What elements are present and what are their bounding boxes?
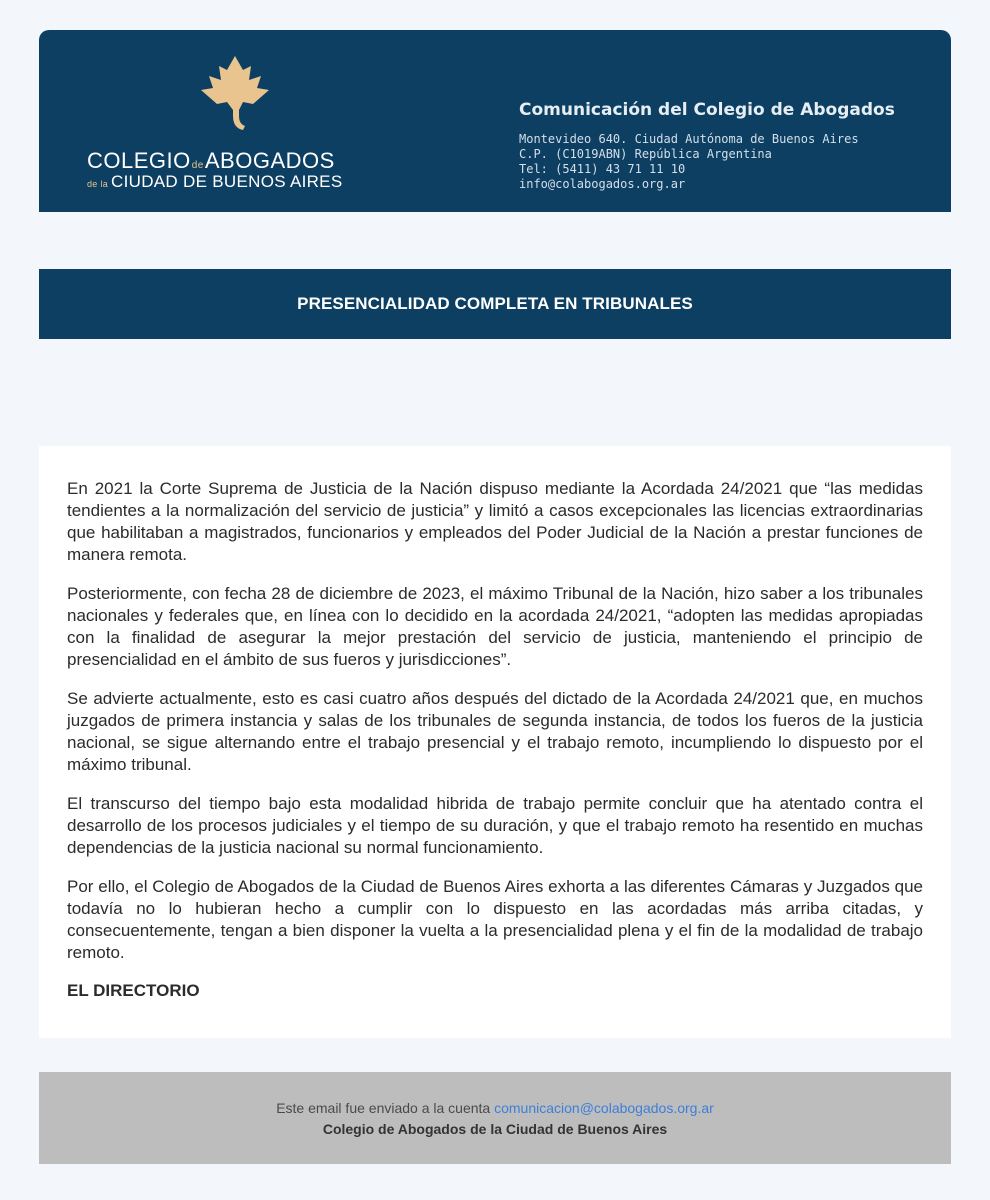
logo-text-line2: de la CIUDAD DE BUENOS AIRES xyxy=(87,172,343,191)
contact-postal: C.P. (C1019ABN) República Argentina xyxy=(519,147,772,161)
email-header xyxy=(39,30,951,212)
colegio-logo xyxy=(87,54,387,194)
contact-block xyxy=(519,100,895,192)
contact-phone: Tel: (5411) 43 71 11 10 xyxy=(519,162,686,176)
message-body xyxy=(39,446,951,1038)
body-paragraph: Se advierte actualmente, esto es casi cuatro años después del dictado de la Acordada 24/2021 que, en muchos juzgados de primera instancia y salas de los tribunales de segunda instancia, de todos los fueros de la justicia nacional, se sigue alternando entre el trabajo presencial y el trabajo remoto, incumpliendo lo dispuesto por el máximo tribunal. xyxy=(67,689,923,774)
footer-sent-text: Este email fue enviado a la cuenta xyxy=(276,1100,491,1116)
contact-email[interactable]: info@colabogados.org.ar xyxy=(519,177,686,191)
email-footer xyxy=(39,1072,951,1164)
page-title: PRESENCIALIDAD COMPLETA EN TRIBUNALES xyxy=(297,294,693,313)
title-banner xyxy=(39,269,951,339)
contact-address: Montevideo 640. Ciudad Autónoma de Buenos Aires xyxy=(519,132,859,146)
body-paragraph: Posteriormente, con fecha 28 de diciembre de 2023, el máximo Tribunal de la Nación, hizo saber a los tribunales nacionales y federales que, en línea con lo decidido en la acordada 24/2021, “adopten las medidas apropiadas con la finalidad de asegurar la mejor prestación del servicio de justicia, manteniendo el principio de presencialidad en el ámbito de sus fueros y jurisdicciones”. xyxy=(67,584,923,669)
logo-text-line1: COLEGIOdeABOGADOS xyxy=(87,148,335,173)
signature: EL DIRECTORIO xyxy=(67,981,200,1000)
contact-title: Comunicación del Colegio de Abogados xyxy=(519,100,895,120)
body-paragraph: Por ello, el Colegio de Abogados de la Ciudad de Buenos Aires exhorta a las diferentes Cámaras y Juzgados que todavía no lo hubieran hecho a cumplir con lo dispuesto en las acordadas más arriba citadas, y consecuentemente, tengan a bien disponer la vuelta a la presencialidad plena y el fin de la modalidad de trabajo remoto. xyxy=(67,877,923,962)
body-paragraph: En 2021 la Corte Suprema de Justicia de la Nación dispuso mediante la Acordada 24/2021 que “las medidas tendientes a la normalización del servicio de justicia” y limitó a casos excepcionales las licencias extraordinarias que habilitaban a magistrados, funcionarios y empleados del Poder Judicial de la Nación a prestar funciones de manera remota. xyxy=(67,479,923,564)
footer-account-link[interactable]: comunicacion@colabogados.org.ar xyxy=(494,1100,714,1116)
maple-leaf-logo-icon xyxy=(199,54,271,132)
footer-sent-line xyxy=(39,1098,951,1118)
footer-org-name: Colegio de Abogados de la Ciudad de Buenos Aires xyxy=(322,1121,668,1137)
body-paragraph: El transcurso del tiempo bajo esta modalidad hibrida de trabajo permite concluir que ha atentado contra el desarrollo de los procesos judiciales y el tiempo de su duración, y que el trabajo remoto ha resentido en muchas dependencias de la justicia nacional su normal funcionamiento. xyxy=(67,794,923,857)
